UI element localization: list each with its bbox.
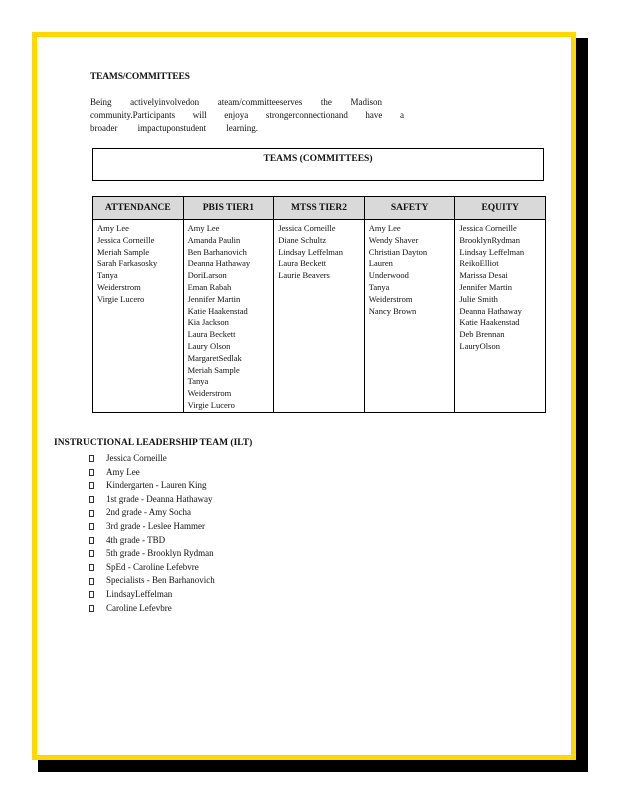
list-item — [89, 547, 215, 561]
intro-line-1 — [90, 96, 382, 109]
list-item: Lindsay Leffelman — [278, 246, 343, 257]
list-item: LauryOlson — [459, 340, 500, 351]
list-item: MargaretSedlak — [187, 352, 242, 363]
list-item: Kia Jackson — [187, 317, 229, 328]
bullet-icon — [89, 605, 94, 612]
section-heading: TEAMS/COMMITTEES — [90, 72, 190, 82]
list-item: Virgie Lucero — [97, 293, 145, 304]
list-item: Diane Schultz — [278, 234, 327, 245]
list-item: Marissa Desai — [459, 270, 508, 281]
list-item: Jessica Corneille — [459, 223, 517, 233]
column-header-mtss-tier2: MTSS TIER2 — [274, 197, 365, 220]
list-item: Lindsay Leffelman — [459, 246, 525, 257]
list-item — [89, 534, 215, 548]
list-item: ReikoElliot — [459, 258, 499, 269]
list-item — [89, 452, 215, 466]
list-item: Amy Lee — [368, 223, 401, 233]
intro-word: a — [399, 110, 404, 120]
list-item: Laury Olson — [187, 340, 231, 351]
ilt-member-text: LindsayLeffelman — [106, 588, 173, 599]
bullet-icon — [89, 578, 94, 585]
ilt-member-text: Kindergarten - Lauren King — [106, 480, 207, 491]
intro-word: will — [192, 110, 207, 120]
list-item: Weiderstrom — [368, 293, 413, 304]
column-header-equity: EQUITY — [455, 197, 546, 220]
list-item — [89, 506, 215, 520]
intro-word: learning. — [226, 123, 258, 133]
bullet-icon — [89, 591, 94, 598]
list-item — [89, 466, 215, 480]
page-content — [32, 32, 576, 760]
safety-members — [364, 220, 455, 413]
list-item: Deb Brennan — [459, 329, 505, 340]
list-item: Wendy Shaver — [368, 234, 419, 245]
intro-paragraph — [90, 96, 410, 135]
bullet-icon — [89, 523, 94, 530]
bullet-icon — [89, 510, 94, 517]
list-item: Christian Dayton — [368, 246, 428, 257]
list-item — [89, 561, 215, 575]
intro-word: enjoya — [224, 110, 249, 120]
intro-line-3 — [90, 122, 258, 135]
list-item: Katie Haakenstad — [187, 305, 248, 316]
intro-word: the — [320, 97, 332, 107]
teams-title-box: TEAMS (COMMITTEES) — [92, 148, 544, 181]
list-item: Eman Rabah — [187, 281, 232, 292]
ilt-member-text: SpEd - Caroline Lefebvre — [106, 561, 199, 572]
bullet-icon — [89, 482, 94, 489]
equity-members — [455, 220, 546, 413]
list-item: Amy Lee — [97, 223, 129, 233]
list-item: Weiderstrom — [187, 388, 232, 399]
intro-word: Being — [90, 97, 112, 107]
list-item: Jennifer Martin — [459, 281, 513, 292]
list-item — [89, 479, 215, 493]
list-item: Amanda Paulin — [187, 234, 241, 245]
table-row — [93, 220, 546, 413]
list-item — [89, 520, 215, 534]
list-item — [89, 574, 215, 588]
bullet-icon — [89, 550, 94, 557]
list-item: Lauren — [368, 258, 393, 269]
intro-word: ateam/committeeserves — [217, 97, 303, 107]
bullet-icon — [89, 469, 94, 476]
list-item: DoriLarson — [187, 270, 227, 281]
list-item: Meriah Sample — [187, 364, 240, 375]
list-item: Katie Haakenstad — [459, 317, 520, 328]
ilt-member-text: 4th grade - TBD — [106, 534, 166, 545]
list-item: Tanya — [97, 270, 118, 281]
list-item: Laurie Beavers — [278, 270, 330, 281]
table-header-row — [93, 197, 546, 220]
column-header-pbis-tier1: PBIS TIER1 — [183, 197, 274, 220]
intro-word: strongerconnectionand — [265, 110, 348, 120]
mtss-tier2-members — [274, 220, 365, 413]
bullet-icon — [89, 564, 94, 571]
ilt-member-text: 3rd grade - Leslee Hammer — [106, 520, 205, 531]
column-header-attendance: ATTENDANCE — [93, 197, 184, 220]
list-item — [89, 588, 215, 602]
committees-table — [92, 196, 546, 413]
list-item: Tanya — [187, 376, 209, 387]
ilt-member-text: Specialists - Ben Barhanovich — [106, 575, 215, 586]
attendance-members — [93, 220, 184, 413]
list-item: Jessica Corneille — [97, 234, 155, 245]
list-item: Underwood — [368, 270, 409, 281]
bullet-icon — [89, 496, 94, 503]
ilt-member-text: 2nd grade - Amy Socha — [106, 507, 191, 518]
list-item: Laura Beckett — [187, 329, 236, 340]
intro-word: activelyinvolvedon — [130, 97, 200, 107]
ilt-member-list — [89, 452, 215, 615]
list-item: Tanya — [368, 281, 390, 292]
ilt-member-text: 5th grade - Brooklyn Rydman — [106, 548, 214, 559]
bullet-icon — [89, 537, 94, 544]
list-item: Meriah Sample — [97, 246, 150, 257]
intro-word: community.Participants — [90, 110, 176, 120]
column-header-safety: SAFETY — [364, 197, 455, 220]
list-item: Virgie Lucero — [187, 399, 235, 410]
pbis-tier1-members — [183, 220, 274, 413]
intro-line-2 — [90, 109, 404, 122]
list-item: Amy Lee — [187, 223, 220, 233]
ilt-heading: INSTRUCTIONAL LEADERSHIP TEAM (ILT) — [54, 438, 253, 448]
list-item: Nancy Brown — [368, 305, 417, 316]
ilt-member-text: Amy Lee — [106, 466, 140, 477]
list-item: Jennifer Martin — [187, 293, 241, 304]
list-item — [89, 602, 215, 616]
list-item: Julie Smith — [459, 293, 498, 304]
ilt-member-text: 1st grade - Deanna Hathaway — [106, 493, 213, 504]
list-item: Ben Barhanovich — [187, 246, 247, 257]
intro-word: impactuponstudent — [137, 123, 207, 133]
list-item: Deanna Hathaway — [459, 305, 522, 316]
list-item: Jessica Corneille — [278, 223, 336, 233]
ilt-member-text: Jessica Corneille — [106, 453, 167, 463]
intro-word: have — [365, 110, 383, 120]
intro-word: broader — [90, 123, 118, 133]
ilt-member-text: Caroline Lefevbre — [106, 602, 172, 613]
bullet-icon — [89, 455, 94, 462]
list-item — [89, 493, 215, 507]
list-item: Weiderstrom — [97, 281, 141, 292]
list-item: Laura Beckett — [278, 258, 327, 269]
list-item: Deanna Hathaway — [187, 258, 251, 269]
list-item: Sarah Farkasosky — [97, 258, 158, 269]
intro-word: Madison — [350, 97, 382, 107]
list-item: BrooklynRydman — [459, 234, 520, 245]
